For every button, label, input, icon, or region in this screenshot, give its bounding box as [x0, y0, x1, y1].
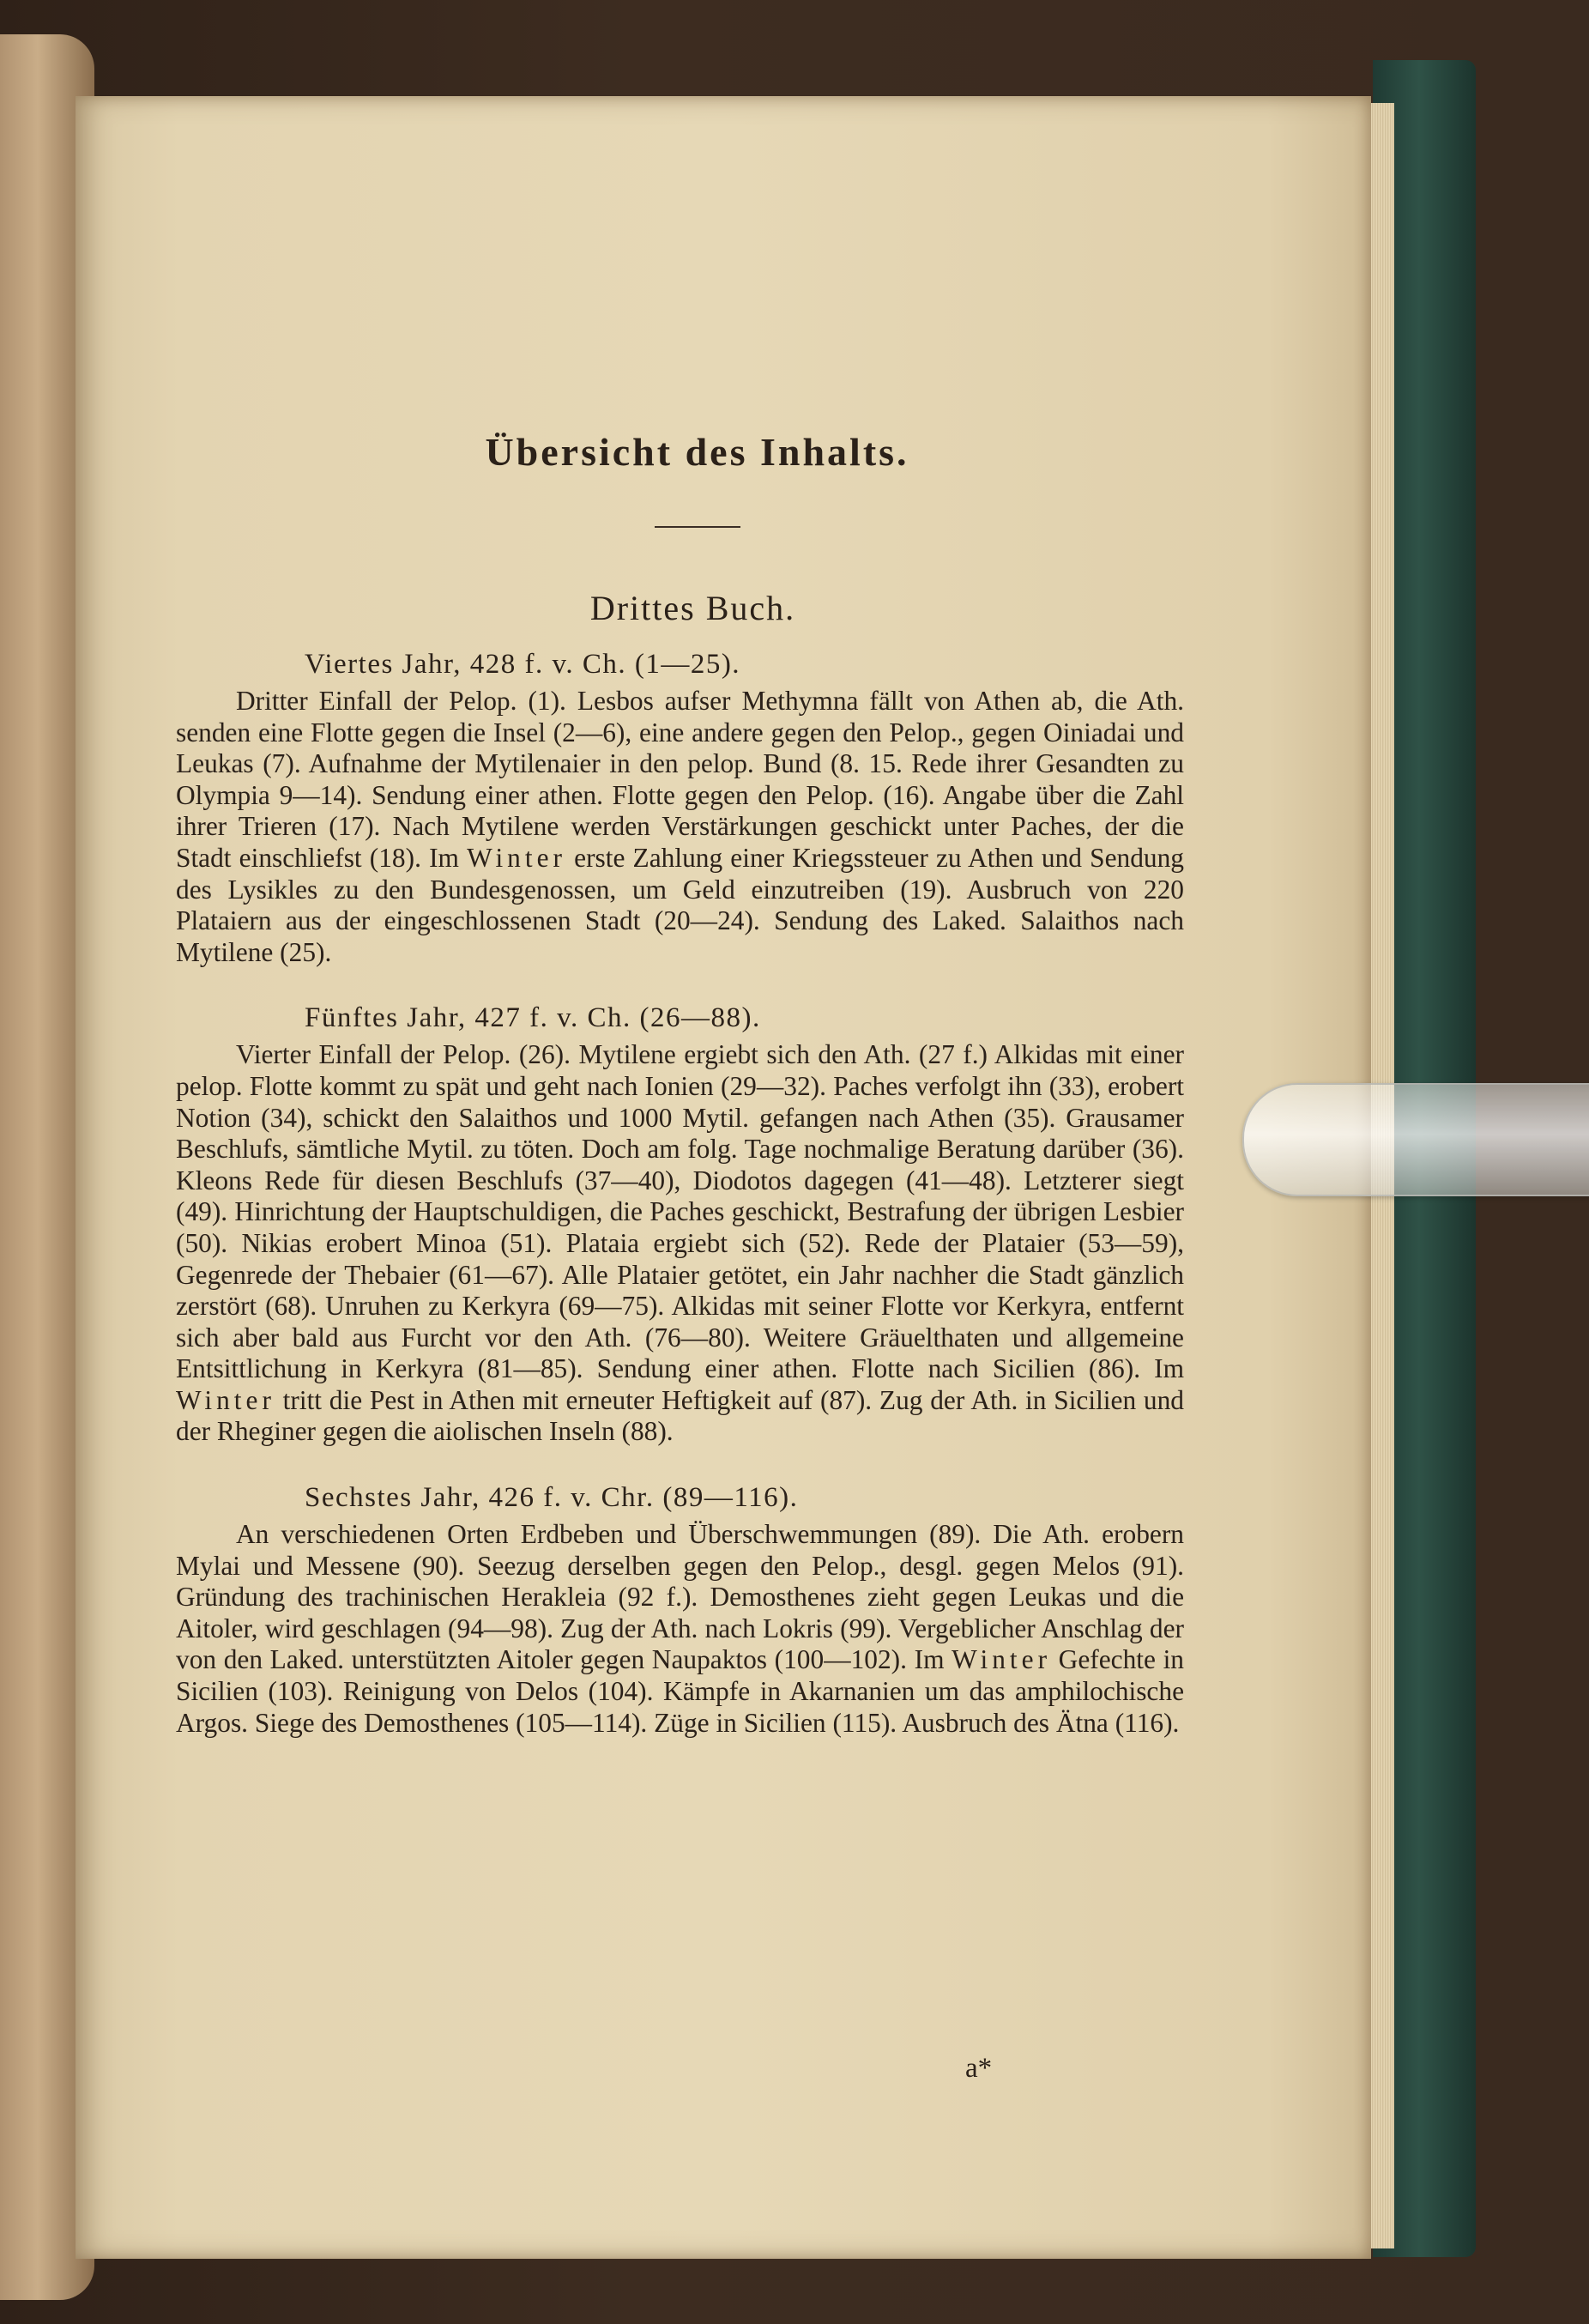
year-heading: Viertes Jahr, 428 f. v. Ch. (1—25).	[305, 649, 741, 680]
title-rule	[655, 526, 740, 528]
text-run: Vierter Einfall der Pelop. (26). Mytilene ergiebt sich den Ath. (27 f.) Alkidas mit einer pelop. Flotte kommt zu spät und geht nach Ionien (29—32). Paches verfolgt ihn (33), erobert Notion (34), schickt den Salaithos und 1000 Mytil. gefangen nach Athen (35). Grausamer Beschlufs, sämtliche Mytil. zu töten. Doch am folg. Tage nochmalige Beratung darüber (36). Kleons Rede für diesen Beschlufs (37—40), Diodotos dagegen (41—48). Letzterer siegt (49). Hinrichtung der Hauptschuldigen, die Paches geschickt, Bestrafung der übrigen Lesbier (50). Nikias erobert Minoa (51). Plataia ergiebt sich (52). Rede der Plataier (53—59), Gegenrede der Thebaier (61—67). Alle Plataier getötet, ein Jahr nachher die Stadt gänzlich zerstört (68). Unruhen zu Kerkyra (69—75). Alkidas mit seiner Flotte vor Kerkyra, entfernt sich aber bald aus Furcht vor den Ath. (76—80). Weitere Gräuelthaten und allgemeine Entsittlichung in Kerkyra (81—85). Sendung einer athen. Flotte nach Sicilien (86). Im	[176, 1039, 1184, 1384]
section-text	[176, 1039, 1184, 1448]
book-heading: Drittes Buch.	[589, 589, 796, 627]
spaced-text-run: Winter	[467, 842, 566, 873]
section-text	[176, 1519, 1184, 1739]
page-title: Übersicht des Inhalts.	[485, 430, 909, 474]
section-year-5	[176, 1002, 1184, 1448]
section-text	[176, 686, 1184, 968]
section-year-6	[176, 1482, 1184, 1739]
text-run: Dritter Einfall der Pelop. (1). Lesbos aufser Methymna fällt von Athen ab, die Ath. senden eine Flotte gegen die Insel (2—6), eine andere gegen den Pelop., gegen Oiniadai und Leukas (7). Aufnahme der Mytilenaier in den pelop. Bund (8. 15. Rede ihrer Gesandten zu Olympia 9—14). Sendung einer athen. Flotte gegen den Pelop. (16). Angabe über die Zahl ihrer Trieren (17). Nach Mytilene werden Verstärkungen geschickt unter Paches, der die Stadt einschliefst (18). Im	[176, 686, 1184, 873]
text-run: erste Zahlung einer Kriegssteuer zu Athen und Sendung des Lysikles zu den Bundesgenossen, um Geld einzutreiben (19). Ausbruch von 220 Plataiern aus der eingeschlossenen Stadt (20—24). Sendung des Laked. Salaithos nach Mytilene (25).	[176, 842, 1184, 967]
spaced-text-run: Winter	[952, 1644, 1052, 1675]
text-run: tritt die Pest in Athen mit erneuter Heftigkeit auf (87). Zug der Ath. in Sicilien und der Rheginer gegen die aiolischen Inseln (88).	[176, 1384, 1184, 1447]
page-content	[176, 429, 1184, 1773]
text-run: Gefechte in Sicilien (103). Reinigung von Delos (104). Kämpfe in Akarnanien um das amphilochische Argos. Siege des Demosthenes (105—114). Züge in Sicilien (115). Ausbruch des Ätna (116).	[176, 1644, 1184, 1738]
text-run: An verschiedenen Orten Erdbeben und Überschwemmungen (89). Die Ath. erobern Mylai und Messene (90). Seezug derselben gegen den Pelop., desgl. gegen Melos (91). Gründung des trachinischen Herakleia (92 f.). Demosthenes zieht gegen Leukas und die Aitoler, wird geschlagen (94—98). Zug der Ath. nach Lokris (99). Vergeblicher Anschlag der von den Laked. unterstützten Aitoler gegen Naupaktos (100—102). Im	[176, 1519, 1184, 1675]
spaced-text-run: Winter	[176, 1384, 275, 1415]
year-heading: Sechstes Jahr, 426 f. v. Chr. (89—116).	[305, 1482, 799, 1514]
plastic-bookmark	[1242, 1083, 1589, 1196]
year-heading: Fünftes Jahr, 427 f. v. Ch. (26—88).	[305, 1002, 761, 1034]
signature-mark: a*	[965, 2053, 993, 2084]
section-year-4	[176, 649, 1184, 968]
